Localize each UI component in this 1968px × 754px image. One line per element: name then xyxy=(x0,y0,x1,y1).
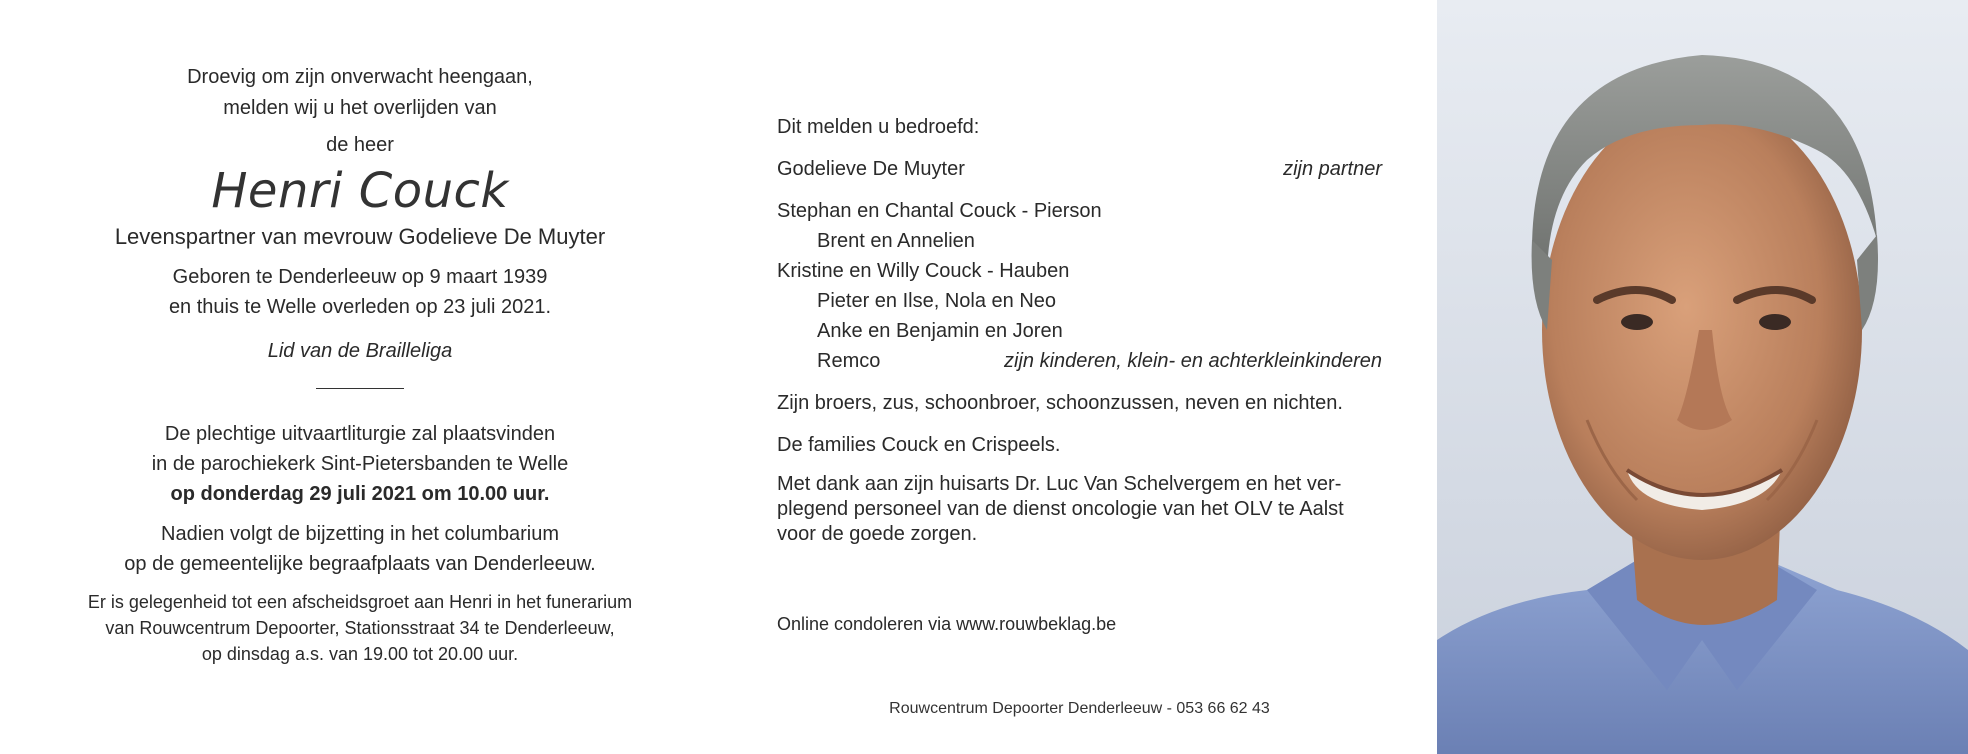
thanks-line-1: Met dank aan zijn huisarts Dr. Luc Van Schelvergem en het ver- xyxy=(777,473,1342,495)
children-role: zijn kinderen, klein- en achterkleinkinderen xyxy=(1004,350,1382,372)
families-line: De families Couck en Crispeels. xyxy=(777,434,1061,456)
mourners-column xyxy=(777,112,1382,639)
divider xyxy=(316,388,404,389)
siblings-line: Zijn broers, zus, schoonbroer, schoonzussen, neven en nichten. xyxy=(777,392,1343,414)
family-2c-row xyxy=(777,346,1382,376)
family-1: Stephan en Chantal Couck - Pierson xyxy=(777,200,1102,222)
visit-line-2: van Rouwcentrum Depoorter, Stationsstraat 34 te Denderleeuw, xyxy=(105,618,615,638)
partner-name: Godelieve De Muyter xyxy=(777,158,965,180)
family-2b: Anke en Benjamin en Joren xyxy=(817,320,1063,342)
burial-line-2: op de gemeentelijke begraafplaats van Denderleeuw. xyxy=(124,553,596,575)
birth-line: Geboren te Denderleeuw op 9 maart 1939 xyxy=(172,266,548,288)
family-2c: Remco xyxy=(817,350,881,372)
partner-line: Levenspartner van mevrouw Godelieve De Muyter xyxy=(114,224,606,249)
death-line: en thuis te Welle overleden op 23 juli 2021. xyxy=(168,296,552,318)
mourners-heading: Dit melden u bedroefd: xyxy=(777,116,980,138)
visit-line-1: Er is gelegenheid tot een afscheidsgroet aan Henri in het funerarium xyxy=(87,592,633,612)
family-2: Kristine en Willy Couck - Hauben xyxy=(777,260,1070,282)
service-line-1: De plechtige uitvaartliturgie zal plaatsvinden xyxy=(164,423,556,445)
portrait-photo xyxy=(1437,0,1968,754)
deceased-name: Henri Couck xyxy=(211,163,509,219)
title-line: de heer xyxy=(326,134,394,156)
burial-line-1: Nadien volgt de bijzetting in het columbarium xyxy=(161,523,559,545)
family-1a: Brent en Annelien xyxy=(817,230,975,252)
membership-line: Lid van de Brailleliga xyxy=(267,340,453,362)
service-date: op donderdag 29 juli 2021 om 10.00 uur. xyxy=(170,483,550,505)
partner-row xyxy=(777,154,1382,184)
visit-line-3: op dinsdag a.s. van 19.00 tot 20.00 uur. xyxy=(201,644,519,664)
partner-role: zijn partner xyxy=(1283,158,1382,180)
service-line-2: in de parochiekerk Sint-Pietersbanden te Welle xyxy=(151,453,569,475)
thanks-line-2: plegend personeel van de dienst oncologie van het OLV te Aalst xyxy=(777,498,1344,520)
announcement-column xyxy=(40,62,680,667)
family-2a: Pieter en Ilse, Nola en Neo xyxy=(817,290,1057,312)
online-condolence: Online condoleren via www.rouwbeklag.be xyxy=(777,614,1117,634)
funeral-home-footer: Rouwcentrum Depoorter Denderleeuw - 053 66 62 43 xyxy=(889,700,1270,717)
intro-line-1: Droevig om zijn onverwacht heengaan, xyxy=(187,66,533,88)
intro-line-2: melden wij u het overlijden van xyxy=(223,97,497,119)
thanks-line-3: voor de goede zorgen. xyxy=(777,523,978,545)
portrait-illustration xyxy=(1437,0,1968,754)
